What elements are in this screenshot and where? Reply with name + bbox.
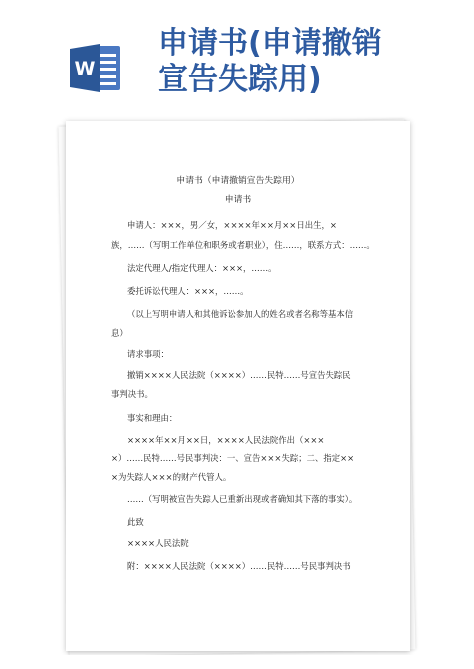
- document-title: [158, 26, 458, 98]
- paragraph-line: 申请人：×××，男／女，××××年××月××日出生，×: [127, 220, 337, 230]
- word-document-icon: [68, 40, 124, 96]
- footer-area: [0, 655, 474, 669]
- paragraph-line: 族，……（写明工作单位和职务或者职业），住……，联系方式：……。: [111, 240, 375, 250]
- paragraph-line: 事判决书。: [111, 389, 153, 399]
- page-title: 申请书（申请撤销宣告失踪用）: [176, 176, 300, 186]
- paragraph-line: 此致: [127, 517, 144, 527]
- paragraph-line: 事实和理由：: [127, 413, 178, 423]
- paragraph-line: 附：××××人民法院（××××）……民特……号民事判决书: [127, 561, 351, 571]
- paragraph-line: ……（写明被宣告失踪人已重新出现或者确知其下落的事实）。: [127, 494, 358, 504]
- paragraph-line: 法定代理人/指定代理人：×××，……。: [127, 263, 277, 273]
- paragraph-line: 撤销××××人民法院（××××）……民特……号宣告失踪民: [127, 370, 351, 380]
- title-line-1: 申请书(申请撤销: [158, 26, 382, 61]
- header: [0, 0, 474, 115]
- paragraph-line: 委托诉讼代理人：×××，……。: [127, 286, 249, 296]
- word-icon-letter: W: [74, 58, 96, 80]
- paragraph-line: 请求事项：: [127, 349, 169, 359]
- paragraph-line: （以上写明申请人和其他诉讼参加人的姓名或者名称等基本信: [127, 309, 354, 319]
- paragraph-line: ××××年××月××日，××××人民法院作出（×××: [127, 435, 325, 445]
- document-page[interactable]: [66, 121, 410, 651]
- paragraph-line: ×为失踪人×××的财产代管人。: [111, 472, 232, 482]
- paragraph-line: ××××人民法院: [127, 538, 189, 548]
- paragraph-line: ×）……民特……号民事判决：一、宣告×××失踪；二、指定××: [111, 453, 355, 463]
- title-line-2: 宣告失踪用): [158, 62, 322, 97]
- paragraph-line: 息）: [111, 328, 128, 338]
- page-subtitle: 申请书: [224, 195, 252, 205]
